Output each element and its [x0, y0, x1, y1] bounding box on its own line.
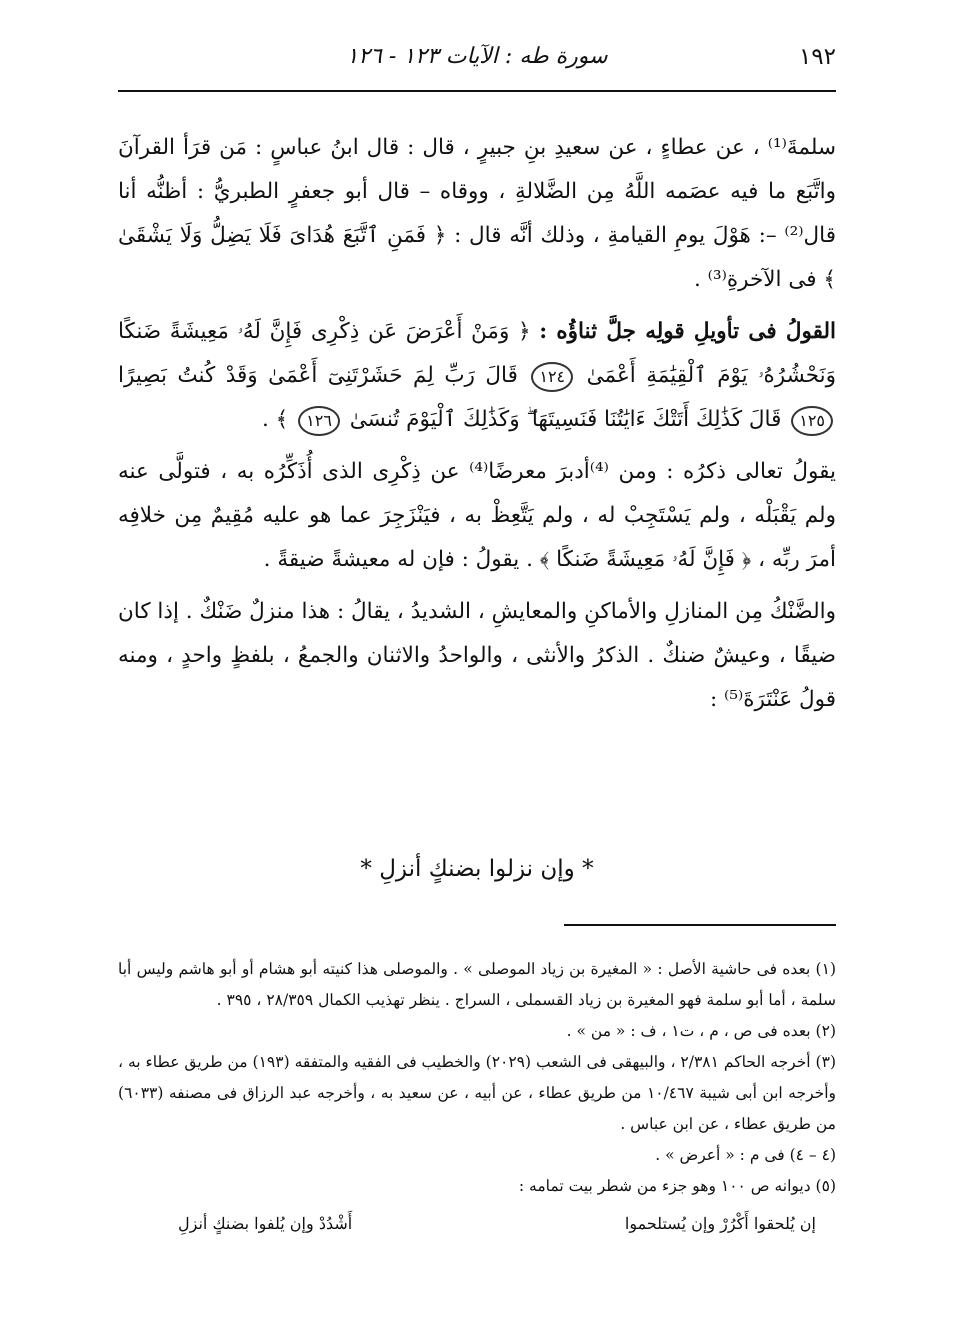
footnote-2: (٢) بعده فى ص ، م ، ت١ ، ف : « من » .	[566, 1022, 836, 1040]
ayah-number-126: ١٢٦	[298, 406, 340, 436]
quran-verse-b: قَالَ رَبِّ لِمَ حَشَرْتَنِىٓ أَعْمَىٰ وَقَدْ كُنتُ بَصِيرًا	[118, 363, 518, 388]
book-page	[118, 40, 836, 1233]
poem-hemistich-2: أَشْدُدْ وإن يُلفوا بضنكٍ أنزلِ	[178, 1214, 353, 1233]
footnote-poem	[118, 1208, 836, 1239]
quran-verse-c: قَالَ كَذَٰلِكَ أَتَتْكَ ءَايَٰتُنَا فَنَسِيتَهَا ۖ وَكَذَٰلِكَ ٱلْيَوْمَ تُنسَىٰ	[349, 407, 782, 432]
footnotes	[118, 954, 836, 1239]
poetry-verse: * وإن نزلوا بضنكٍ أنزلِ *	[360, 856, 594, 882]
quran-verse-a: ﴿ وَمَنْ أَعْرَضَ عَن ذِكْرِى فَإِنَّ لَهُۥ مَعِيشَةً ضَنكًا وَنَحْشُرُهُۥ يَوْمَ ٱلْقِيَٰمَةِ أَعْمَىٰ	[118, 319, 836, 388]
footnote-1: (١) بعده فى حاشية الأصل : « المغيرة بن زياد الموصلى » . والموصلى هذا كنيته أبو هشام أو أبو هاشم وليس أبا سلمة ، أما أبو سلمة فهو المغيرة بن زياد القسملى ، السراج . ينظر تهذيب الكمال ٢٨/٣٥٩ ، ٣٩٥ .	[118, 960, 836, 1009]
paragraph-3: يقولُ تعالى ذكرُه : ومن ⁽⁴⁾أدبرَ معرضًا⁽⁴⁾ عن ذِكْرِى الذى أُذَكِّرُه به ، فتولَّى عنه ولم يَقْبَلْه ، ولم يَسْتَجِبْ له ، ولم يَتَّعِظْ به ، فيَنْزَجِرَ عما هو عليه مُقِيمٌ مِن خلافِه أمرَ ربِّه ، ﴿ فَإِنَّ لَهُۥ مَعِيشَةً ضَنكًا ﴾ . يقولُ : فإن له معيشةً ضيقةً .	[118, 459, 836, 572]
section-heading: القولُ فى تأويلِ قولِه جلَّ ثناؤُه :	[539, 319, 836, 344]
footnote-rule	[564, 924, 836, 926]
paragraph-2	[118, 310, 836, 442]
paragraph-1: سلمةَ⁽¹⁾ ، عن عطاءٍ ، عن سعيدِ بنِ جبيرٍ ، قال : قال ابنُ عباسٍ : مَن قرَأ القرآنَ واتَّبَع ما فيه عصَمه اللَّهُ مِن الضَّلالةِ ، ووقاه – قال أبو جعفرٍ الطبريُّ : أظنُّه أنا قال⁽²⁾ –: هَوْلَ يومِ القيامةِ ، وذلك أنَّه قال : ﴿ فَمَنِ ٱتَّبَعَ هُدَاىَ فَلَا يَضِلُّ وَلَا يَشْقَىٰ ﴾ فى الآخرةِ⁽³⁾ .	[118, 135, 836, 292]
page-number: ١٩٢	[798, 44, 836, 70]
footnote-4: (٤ – ٤) فى م : « أعرض » .	[655, 1146, 836, 1164]
footnote-3: (٣) أخرجه الحاكم ٢/٣٨١ ، والبيهقى فى الشعب (٢٠٢٩) والخطيب فى الفقيه والمتفقه (١٩٣) من طريق عطاء به ، وأخرجه ابن أبى شيبة ١٠/٤٦٧ من طريق عطاء ، عن أبيه ، عن سعيد به ، وأخرجه عبد الرزاق فى مصنفه (٦٠٣٣) من طريق عطاء ، عن ابن عباس .	[118, 1053, 836, 1133]
quran-close: ﴾ .	[262, 407, 289, 432]
header-rule	[118, 90, 836, 92]
running-title: سورة طه : الآيات ١٢٣ - ١٢٦	[346, 44, 608, 69]
footnote-5: (٥) ديوانه ص ١٠٠ وهو جزء من شطر بيت تمامه :	[518, 1177, 836, 1195]
page-header	[118, 40, 836, 88]
ayah-number-124: ١٢٤	[531, 362, 573, 392]
poem-hemistich-1: إن يُلحقوا أَكْرُرْ وإن يُستلحموا	[624, 1214, 816, 1233]
main-text	[118, 126, 836, 722]
paragraph-4: والضَّنْكُ مِن المنازلِ والأماكنِ والمعايشِ ، الشديدُ ، يقالُ : هذا منزلٌ ضَنْكٌ . إذا كان ضيقًا ، وعيشٌ ضنكٌ . الذكرُ والأنثى ، والواحدُ والاثنان والجمعُ ، بلفظٍ واحدٍ ، ومنه قولُ عَنْتَرَةَ⁽⁵⁾ :	[118, 599, 836, 712]
ayah-number-125: ١٢٥	[791, 406, 833, 436]
